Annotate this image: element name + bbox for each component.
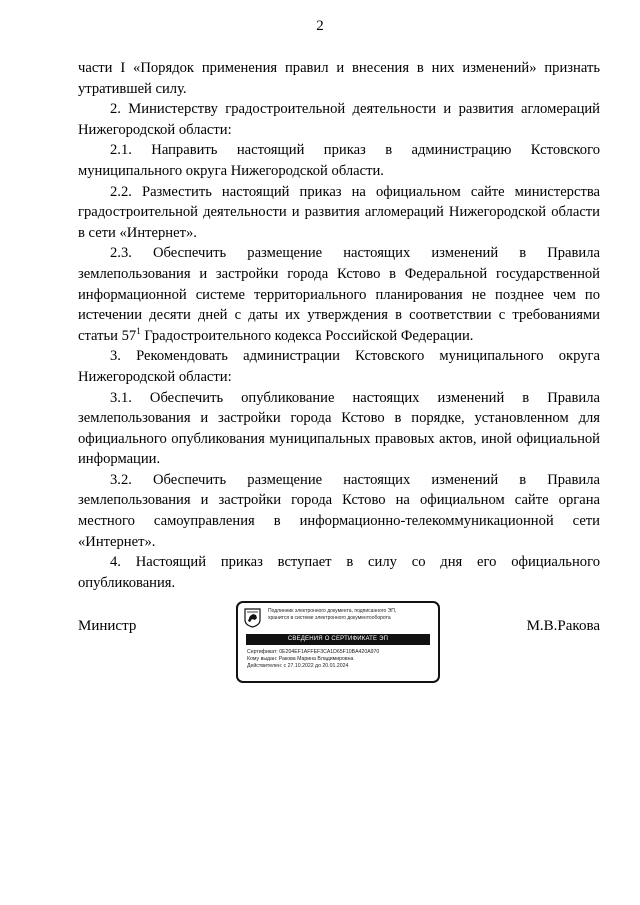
signatory-title: Министр [78, 618, 137, 634]
signatory-name: М.В.Ракова [526, 618, 600, 634]
stamp-owner-line: Кому выдан: Ракова Марина Владимировна [247, 656, 354, 662]
paragraph-2-3-tail: Градостроительного кодекса Российской Федерации. [140, 327, 474, 344]
document-body [78, 58, 600, 593]
stamp-certificate-info [247, 649, 437, 670]
coat-of-arms-icon [244, 608, 261, 628]
paragraph-2-1: 2.1. Направить настоящий приказ в администрацию Кстовского муниципального округа Нижегородской области. [78, 142, 600, 179]
paragraph-3-1: 3.1. Обеспечить опубликование настоящих изменений в Правила землепользования и застройки города Кстово в порядке, установленном для официального опубликования муниципальных правовых актов, иной официальной информации. [78, 389, 600, 468]
article-superscript: 1 [136, 325, 141, 336]
page-number: 2 [316, 18, 324, 34]
stamp-validity-line: Действителен: с 27.10.2022 до 20.01.2024 [247, 663, 349, 669]
electronic-signature-stamp [236, 601, 440, 683]
stamp-note [268, 608, 436, 621]
paragraph-2-3-text: 2.3. Обеспечить размещение настоящих изменений в Правила землепользования и застройки города Кстово в Федеральной государственной информационной системе территориального планирования не позднее чем по истечении десяти дней с даты их утверждения в соответствии с требованиями статьи 57 [78, 245, 600, 344]
paragraph-2: 2. Министерству градостроительной деятельности и развития агломераций Нижегородской области: [78, 101, 600, 138]
paragraph-4: 4. Настоящий приказ вступает в силу со дня его официального опубликования. [78, 554, 600, 591]
paragraph-3: 3. Рекомендовать администрации Кстовского муниципального округа Нижегородской области: [78, 348, 600, 385]
paragraph-2-3 [78, 243, 600, 346]
stamp-note-line-1: Подлинник электронного документа, подписанного ЭП, [268, 608, 397, 614]
stamp-note-line-2: хранится в системе электронного документооборота [268, 614, 391, 621]
paragraph-3-2: 3.2. Обеспечить размещение настоящих изменений в Правила землепользования и застройки города Кстово на официальном сайте органа местного самоуправления в информационно-телекоммуникационной сети «Интернет». [78, 471, 600, 550]
paragraph-2-2: 2.2. Разместить настоящий приказ на официальном сайте министерства градостроительной деятельности и развития агломераций Нижегородской области в сети «Интернет». [78, 183, 600, 241]
paragraph-continuation: части I «Порядок применения правил и внесения в них изменений» признать утратившей силу. [78, 60, 600, 97]
stamp-header-band: СВЕДЕНИЯ О СЕРТИФИКАТЕ ЭП [246, 634, 430, 645]
stamp-certificate-line: Сертификат: 0E204EF1AFFEF3CA1D65F10BA420A970 [247, 649, 380, 655]
